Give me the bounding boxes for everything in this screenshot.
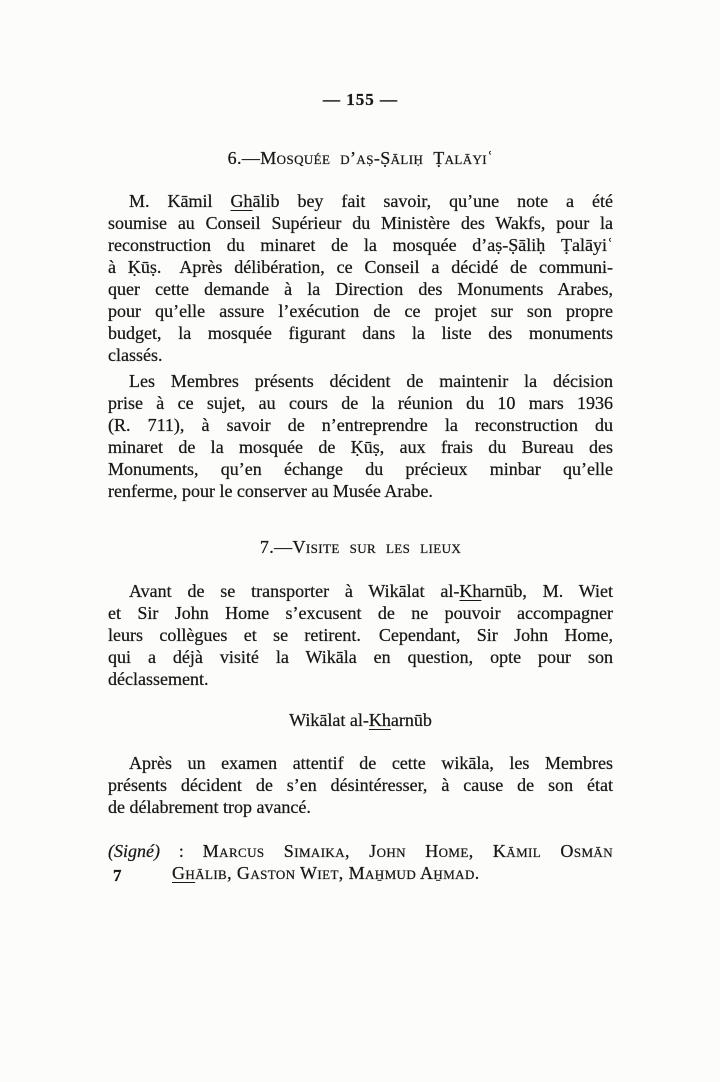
text-line: Après un examen attentif de cette wikāla, les Membres (129, 753, 613, 773)
text-line: et Sir John Home s’excusent de ne pouvoir accompagner (108, 603, 613, 623)
text-line: M. Kāmil Ghālib bey fait savoir, qu’une note a été (129, 191, 613, 211)
section-heading-visite-sur-les-lieux (108, 536, 613, 558)
text-line: de délabrement trop avancé. (108, 797, 311, 817)
text-line: qui a déjà visité la Wikāla en question, opte pour son (108, 647, 613, 667)
text-line: renferme, pour le conserver au Musée Arabe. (108, 481, 433, 501)
text-line: minaret de la mosquée de Ḳūṣ, aux frais du Bureau des (108, 437, 613, 457)
text-line: 6.—Mosquée d’aṣ-Ṣāliḥ Ṭalāyiʿ (227, 148, 494, 168)
text-line: présents décident de s’en désintéresser, à cause de son état (108, 775, 613, 795)
text-line: déclassement. (108, 669, 209, 689)
text-line: leurs collègues et se retirent. Cependant, Sir John Home, (108, 625, 613, 645)
signature-mark: 7 (113, 866, 122, 885)
text-line: reconstruction du minaret de la mosquée d’aṣ-Ṣāliḥ Ṭalāyiʿ (108, 235, 613, 255)
text-line: budget, la mosquée figurant dans la liste des monuments (108, 323, 613, 343)
text-line: quer cette demande à la Direction des Monuments Arabes, (108, 279, 613, 299)
section-heading-mosquee-as-salih-talayi (108, 147, 613, 169)
paragraph-visite-1 (108, 580, 613, 690)
subheading-wikalat-al-kharnub (108, 709, 613, 731)
paragraph-wikala-1 (108, 752, 613, 818)
text-line: prise à ce sujet, au cours de la réunion du 10 mars 1936 (108, 393, 613, 413)
paragraph-mosquee-1 (108, 190, 613, 366)
text-line: Wikālat al-Kharnūb (289, 710, 432, 730)
text-line: Ghālib, Gaston Wiet, Maẖmud Aẖmad. (172, 863, 480, 883)
text-line: à Ḳūṣ. Après délibération, ce Conseil a décidé de communi- (108, 257, 613, 277)
text-line: (Signé) : Marcus Simaika, John Home, Kāmil Osmān (108, 841, 613, 861)
text-line: Monuments, qu’en échange du précieux minbar qu’elle (108, 459, 613, 479)
text-line: pour qu’elle assure l’exécution de ce projet sur son propre (108, 301, 613, 321)
text-line: (R. 711), à savoir de n’entreprendre la reconstruction du (108, 415, 613, 435)
text-line: classés. (108, 345, 163, 365)
text-line: 7.—Visite sur les lieux (259, 537, 462, 557)
text-line: Les Membres présents décident de maintenir la décision (129, 371, 613, 391)
signature-block (108, 840, 613, 884)
text-line: soumise au Conseil Supérieur du Ministère des Wakfs, pour la (108, 213, 613, 233)
paragraph-mosquee-2 (108, 370, 613, 502)
page-number: — 155 — (323, 90, 398, 109)
text-line: Avant de se transporter à Wikālat al-Kharnūb, M. Wiet (129, 581, 613, 601)
